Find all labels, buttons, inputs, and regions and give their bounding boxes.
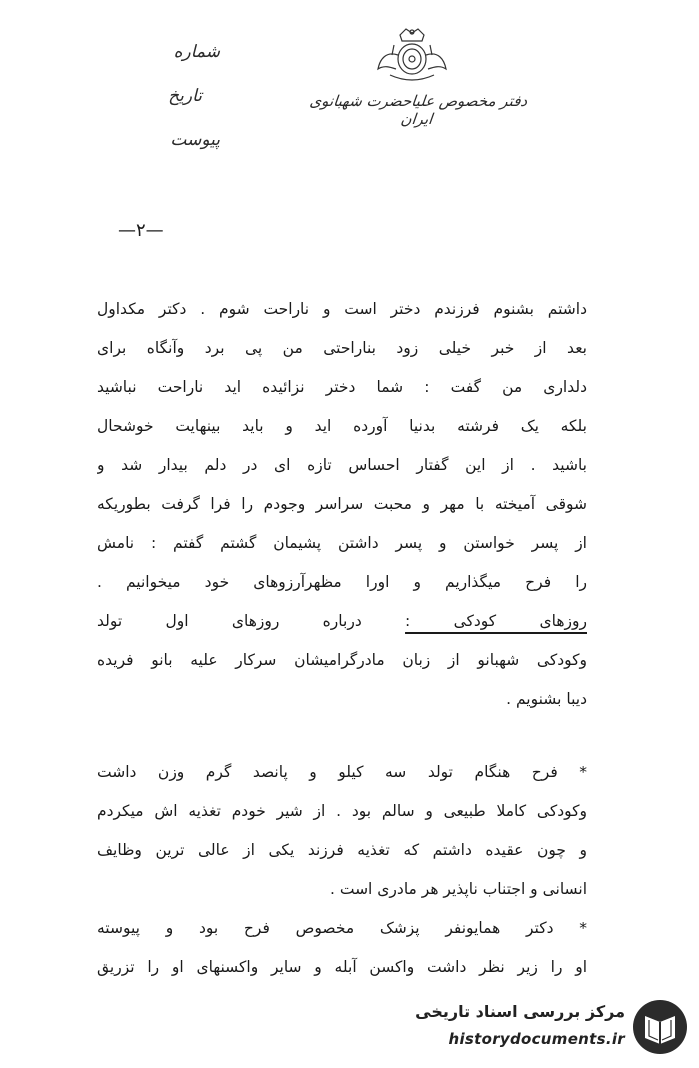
letter-body xyxy=(97,290,587,987)
body-line: دیبا بشنویم . xyxy=(506,690,587,708)
body-line: وکودکی شهبانو از زبان مادرگرامیشان سرکار علیه بانو فریده xyxy=(97,651,587,669)
office-title: دفتر مخصوص علیاحضرت شهبانوی ایران xyxy=(308,92,529,128)
body-line: داشتم بشنوم فرزندم دختر است و ناراحت شوم . دکتر مکداول xyxy=(97,300,587,318)
attachment-label: پیوست xyxy=(170,130,220,150)
bullet-line: * فرح هنگام تولد سه کیلو و پانصد گرم وزن داشت xyxy=(97,763,587,781)
body-line: دلداری من گفت : شما دختر نزائیده اید ناراحت نباشید xyxy=(97,378,587,396)
letterhead-labels xyxy=(150,38,220,170)
body-line: بعد از خبر خیلی زود بناراحتی من پی برد وآنگاه برای xyxy=(97,339,587,357)
body-line: انسانی و اجتناب ناپذیر هر مادری است . xyxy=(330,880,587,898)
section-heading-rest: درباره روزهای اول تولد xyxy=(97,612,362,630)
watermark-title: مرکز بررسی اسناد تاریخی xyxy=(415,1002,625,1021)
body-line: بلکه یک فرشته بدنیا آورده اید و باید بینهایت خوشحال xyxy=(97,417,587,435)
section-heading-line xyxy=(97,602,587,641)
watermark xyxy=(403,996,693,1058)
archive-logo-icon xyxy=(631,998,689,1056)
number-label: شماره xyxy=(173,42,220,62)
body-line: را فرح میگذاریم و اورا مظهرآرزوهای خود میخوانیم . xyxy=(97,573,587,591)
body-line: او را زیر نظر داشت واکسن آبله و سایر واکسنهای او را تزریق xyxy=(97,958,587,976)
body-line: شوقی آمیخته با مهر و محبت سراسر وجودم را فرا گرفت بطوریکه xyxy=(97,495,587,513)
date-label: تاریخ xyxy=(168,86,202,106)
page-number: —۲— xyxy=(118,220,164,241)
section-heading: روزهای کودکی : xyxy=(405,612,587,630)
body-line: باشید . از این گفتار احساس تازه ای در دلم بیدار شد و xyxy=(97,456,587,474)
bullet-line: * دکتر همایونفر پزشک مخصوص فرح بود و پیوسته xyxy=(97,919,587,937)
royal-emblem-icon xyxy=(372,25,452,87)
body-line: از پسر خواستن و پسر داشتن پشیمان گشتم گفتم : نامش xyxy=(97,534,587,552)
body-line: وکودکی کاملا طبیعی و سالم بود . از شیر خودم تغذیه اش میکردم xyxy=(97,802,587,820)
watermark-site: historydocuments.ir xyxy=(448,1030,625,1048)
body-line: و چون عقیده داشتم که تغذیه فرزند یکی از عالی ترین وظایف xyxy=(97,841,587,859)
